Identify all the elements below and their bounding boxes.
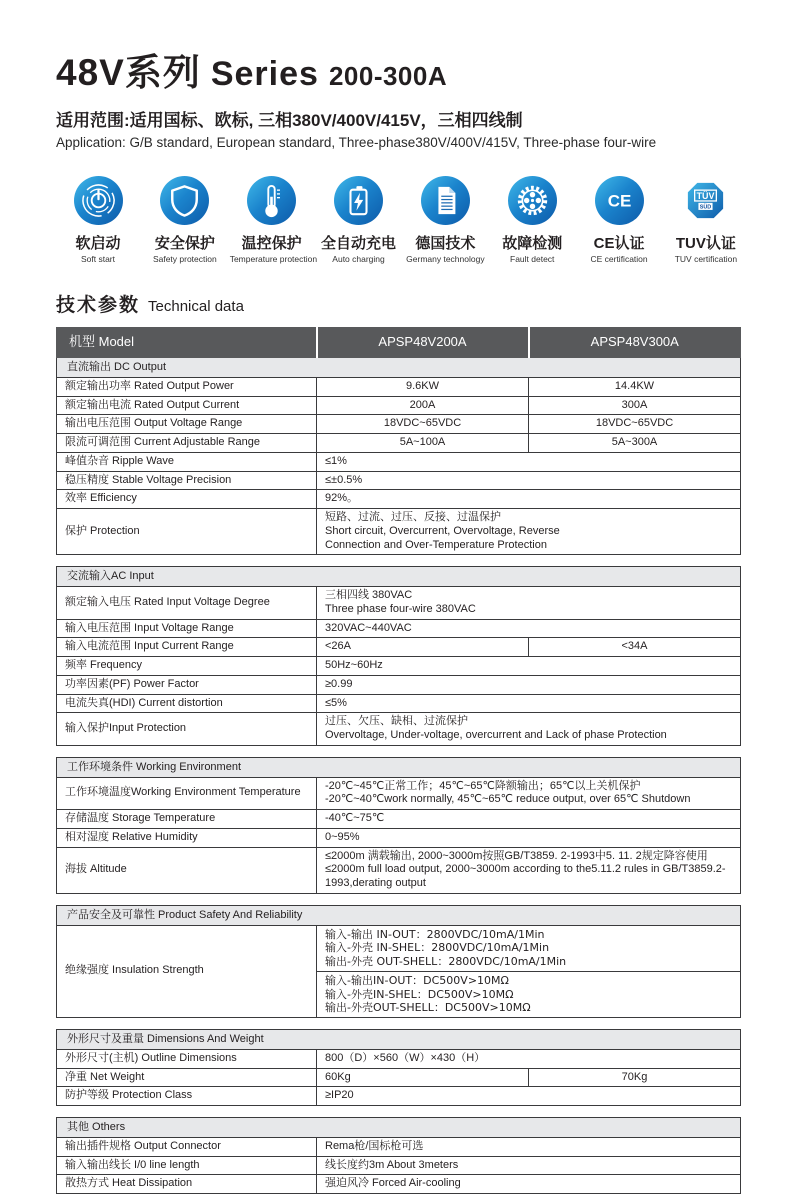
feature-item [403,176,487,264]
row-label: 额定输出电流 Rated Output Current [57,396,317,415]
feature-label-cn: TUV认证 [675,235,736,252]
model-header-label: 机型 Model [57,328,317,358]
model-name-0: APSP48V200A [317,328,529,358]
table-row [57,1175,741,1194]
row-value: 200A [317,396,529,415]
table-row [57,490,741,509]
feature-label-en: Fault detect [510,254,555,264]
feature-label-cn: 温控保护 [241,235,302,252]
row-value: 0~95% [317,828,741,847]
title-cn: 48V系列 [56,52,201,93]
spec-table-0 [56,327,741,555]
row-value: 14.4KW [529,377,741,396]
feature-label-en: Auto charging [332,254,385,264]
row-label: 绝缘强度 Insulation Strength [57,925,317,1018]
feature-label-en: Soft start [80,254,115,264]
row-value: ≤5% [317,694,741,713]
row-value: 9.6KW [317,377,529,396]
table-row [57,1156,741,1175]
row-value: ≤±0.5% [317,471,741,490]
section-title: 其他 Others [57,1118,741,1138]
battery-charging-icon [334,176,383,225]
section-row [57,567,741,587]
table-row [57,925,741,971]
feature-label-en: Safety protection [152,254,217,264]
row-label: 海拔 Altitude [57,847,317,893]
thermometer-icon [247,176,296,225]
row-value: 过压、欠压、缺相、过流保护 Overvoltage, Under-voltage, overcurrent and Lack of phase Protection [317,713,741,746]
section-title: 直流输出 DC Output [57,358,741,378]
row-value: 70Kg [529,1068,741,1087]
table-row [57,509,741,555]
table-row [57,675,741,694]
row-value: <34A [529,638,741,657]
feature-label-cn: 软启动 [75,235,121,252]
row-value: ≤2000m 满载输出, 2000~3000m按照GB/T3859. 2-1993中5. 11. 2规定降容使用 ≤2000m full load output, 2000~3000m according to the5.11.2 rules in GB/T3859.2- 1993,derating output [317,847,741,893]
table-row [57,1068,741,1087]
row-label: 电流失真(HDI) Current distortion [57,694,317,713]
feature-item [143,176,227,264]
row-value: Rema枪/国标枪可选 [317,1137,741,1156]
feature-label-en: Temperature protection [229,254,318,264]
row-value: 18VDC~65VDC [317,415,529,434]
table-row [57,1087,741,1106]
spec-table-4 [56,1029,741,1106]
feature-label-cn: 故障检测 [502,235,563,252]
model-header-row [57,328,741,358]
spec-table-2 [56,757,741,894]
feature-item [317,176,401,264]
technical-data-heading-cn: 技术参数 [56,295,141,316]
section-row [57,757,741,777]
table-row [57,847,741,893]
technical-data-heading [56,290,746,317]
row-label: 效率 Efficiency [57,490,317,509]
row-label: 相对湿度 Relative Humidity [57,828,317,847]
feature-item [229,176,318,264]
table-row [57,396,741,415]
svg-text:CE: CE [607,191,631,211]
table-row [57,415,741,434]
row-label: 工作环境温度Working Environment Temperature [57,777,317,810]
row-label: 频率 Frequency [57,657,317,676]
svg-text:SÜD: SÜD [700,204,712,211]
section-title: 交流输入AC Input [57,567,741,587]
row-value: ≥0.99 [317,675,741,694]
feature-label-en: Germany technology [406,254,485,264]
document-icon [421,176,470,225]
row-value: ≤1% [317,452,741,471]
table-row [57,471,741,490]
feature-label-en: CE certification [590,254,648,264]
row-label: 稳压精度 Stable Voltage Precision [57,471,317,490]
section-row [57,1030,741,1050]
table-row [57,452,741,471]
feature-item [56,176,140,264]
row-label: 限流可调范围 Current Adjustable Range [57,434,317,453]
row-value: 输入-输出 IN-OUT：2800VDC/10mA/1Min 输入-外壳 IN-SHEL：2800VDC/10mA/1Min 输出-外壳 OUT-SHELL：2800VDC/10mA/1Min [317,925,741,971]
row-label: 防护等级 Protection Class [57,1087,317,1106]
row-label: 散热方式 Heat Dissipation [57,1175,317,1194]
row-value: 60Kg [317,1068,529,1087]
row-value: ≥IP20 [317,1087,741,1106]
row-value: 300A [529,396,741,415]
row-label: 外形尺寸(主机) Outline Dimensions [57,1049,317,1068]
row-value: -40℃~75℃ [317,810,741,829]
row-label: 输出电压范围 Output Voltage Range [57,415,317,434]
spec-table-1 [56,566,741,746]
shield-icon [160,176,209,225]
svg-text:TÜV: TÜV [696,190,715,201]
table-row [57,713,741,746]
row-label: 输出插件规格 Output Connector [57,1137,317,1156]
table-row [57,587,741,620]
spec-table-3 [56,905,741,1018]
row-label: 输入电压范围 Input Voltage Range [57,619,317,638]
table-row [57,657,741,676]
page-title [56,42,746,96]
feature-item [664,176,748,264]
feature-label-en: TUV certification [674,254,738,264]
row-value: 强迫风冷 Forced Air-cooling [317,1175,741,1194]
row-value: 800（D）×560（W）×430（H） [317,1049,741,1068]
feature-label-cn: 全自动充电 [321,235,397,252]
row-label: 额定输出功率 Rated Output Power [57,377,317,396]
feature-item [577,176,661,264]
subtitle-en: Application: G/B standard, European standard, Three-phase380V/400V/415V, Three-phase four-wire [56,135,657,150]
section-title: 工作环境条件 Working Environment [57,757,741,777]
technical-data-heading-en: Technical data [148,298,244,315]
feature-label-cn: CE认证 [593,235,645,252]
section-title: 产品安全及可靠性 Product Safety And Reliability [57,905,741,925]
row-label: 保护 Protection [57,509,317,555]
row-value: 5A~300A [529,434,741,453]
table-row [57,619,741,638]
row-value: <26A [317,638,529,657]
title-range: 200-300A [328,61,448,91]
table-row [57,434,741,453]
row-value: -20℃~45℃正常工作；45℃~65℃降额输出；65℃以上关机保护 -20℃~40℃work normally, 45℃~65℃ reduce output, over 65℃ Shutdown [317,777,741,810]
table-row [57,1049,741,1068]
table-row [57,377,741,396]
table-row [57,828,741,847]
row-label: 存储温度 Storage Temperature [57,810,317,829]
section-title: 外形尺寸及重量 Dimensions And Weight [57,1030,741,1050]
spec-table-5 [56,1117,741,1194]
row-value: 输入-输出IN-OUT：DC500V>10MΩ 输入-外壳IN-SHEL：DC500V>10MΩ 输出-外壳OUT-SHELL：DC500V>10MΩ [317,971,741,1017]
row-value: 短路、过流、过压、反接、过温保护 Short circuit, Overcurrent, Overvoltage, Reverse Connection and Over-Temperature Protection [317,509,741,555]
row-value: 线长度约3m About 3meters [317,1156,741,1175]
row-value: 50Hz~60Hz [317,657,741,676]
row-label: 输入输出线长 I/0 line length [57,1156,317,1175]
table-row [57,638,741,657]
row-label: 峰值杂音 Ripple Wave [57,452,317,471]
section-row [57,358,741,378]
row-label: 净重 Net Weight [57,1068,317,1087]
model-name-1: APSP48V300A [529,328,741,358]
soft-start-icon [74,176,123,225]
feature-row [56,176,748,264]
feature-label-cn: 安全保护 [154,235,215,252]
row-value: 三相四线 380VAC Three phase four-wire 380VAC [317,587,741,620]
row-label: 功率因素(PF) Power Factor [57,675,317,694]
gear-icon [508,176,557,225]
table-row [57,1137,741,1156]
section-row [57,905,741,925]
row-value: 92%。 [317,490,741,509]
table-row [57,777,741,810]
row-value: 18VDC~65VDC [529,415,741,434]
title-en: Series [210,55,319,93]
spec-tables [56,327,740,1194]
row-value: 5A~100A [317,434,529,453]
table-row [57,694,741,713]
row-label: 额定输入电压 Rated Input Voltage Degree [57,587,317,620]
ce-mark-icon [595,176,644,225]
row-value: 320VAC~440VAC [317,619,741,638]
section-row [57,1118,741,1138]
feature-label-cn: 德国技术 [415,235,476,252]
row-label: 输入电流范围 Input Current Range [57,638,317,657]
table-row [57,810,741,829]
tuv-mark-icon [681,176,730,225]
feature-item [490,176,574,264]
subtitle-cn: 适用范围:适用国标、欧标, 三相380V/400V/415V，三相四线制 [56,111,523,130]
row-label: 输入保护Input Protection [57,713,317,746]
